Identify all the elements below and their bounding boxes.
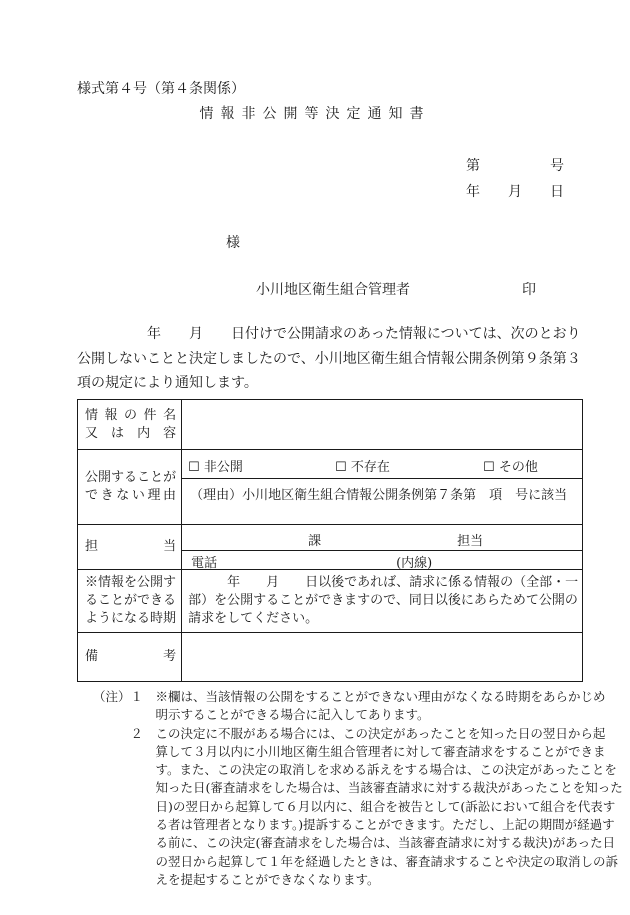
label-remarks: 備 考 [78,633,182,682]
note-line: 明示することができる場合に記入してあります。 [93,707,430,723]
label-tantou: 担 当 [78,525,182,570]
phone-label: 電話 [191,556,218,571]
note-line: （注）１ ※欄は、当該情報の公開をすることができない理由がなくなる時期をあらかじめ [93,689,606,704]
note-line: る者は管理者となります。)提訴することができます。ただし、上記の期間が経過す [93,817,615,833]
label-reason: 公 開 す る こ と が で き な い 理 由 [78,450,182,525]
date-year: 年 [466,184,480,200]
checkbox-sonota[interactable]: ☐ その他 [483,460,538,475]
note-line: る前に、この決定(審査請求をした場合は、当該審査請求に対する裁決)があった日 [93,835,616,851]
note-line: えを提起することができなくなります。 [93,871,380,887]
remarks-value[interactable] [182,633,583,682]
number-dai: 第 [466,158,480,174]
seal-mark: 印 [522,282,536,298]
body-line: 年 月 日付けで公開請求のあった情報については、次のとおり [77,326,581,342]
checkbox-hikoukai[interactable]: ☐ 非公開 [188,460,243,475]
form-number: 様式第４号（第４条関係） [77,81,245,97]
checkbox-fusonzai[interactable]: ☐ 不存在 [335,460,390,475]
label-info-name: 情 報 の 件 名 又 は 内 容 [78,400,182,450]
info-name-value[interactable] [182,400,583,450]
person-tantou: 担当 [457,534,484,549]
issuer-name: 小川地区衛生組合管理者 [256,282,410,298]
department-ka: 課 [308,534,322,549]
note-line: ２ この決定に不服がある場合には、この決定があったことを知った日の翌日から起 [93,725,606,741]
date-day: 日 [550,184,564,200]
department-cell[interactable] [182,525,583,551]
disclosure-timing-text[interactable]: 年 月 日以後であれば、請求に係る情報の（全部・一 部）を公開することができますので、同日以後にあらためて公開の 請求をしてください。 [182,570,583,633]
decision-table [77,399,583,682]
reason-checkboxes [182,450,583,479]
note-line: 算して３月以内に小川地区衛生組合管理者に対して審査請求をすることができま [93,743,606,759]
note-line: の翌日から起算して１年を経過したときは、審査請求することや決定の取消しの訴 [93,853,619,869]
extension-label: (内線) [396,556,433,571]
recipient-honorific: 様 [226,235,240,251]
reason-text[interactable]: （理由）小川地区衛生組合情報公開条例第７条第 項 号に該当 [182,479,583,525]
note-line: 知った日(審査請求をした場合は、当該審査請求に対する裁決があったことを知った [93,780,623,796]
document-title: 情報非公開等決定通知書 [199,106,431,122]
note-line: 日)の翌日から起算して６月以内に、組合を被告として(訴訟において組合を代表す [93,798,616,814]
note-line: す。また、この決定の取消しを求める訴えをする場合は、この決定があったことを [93,762,617,778]
notice-body [77,322,582,396]
phone-cell[interactable] [182,551,583,570]
number-go: 号 [550,158,564,174]
label-disclosure-timing: ※情報を公開す ることができる ようになる時期 [78,570,182,633]
body-line: 項の規定により通知します。 [77,375,258,391]
date-month: 月 [508,184,522,200]
notes [93,688,623,889]
body-line: 公開しないことと決定しましたので、小川地区衛生組合情報公開条例第９条第３ [77,350,581,367]
